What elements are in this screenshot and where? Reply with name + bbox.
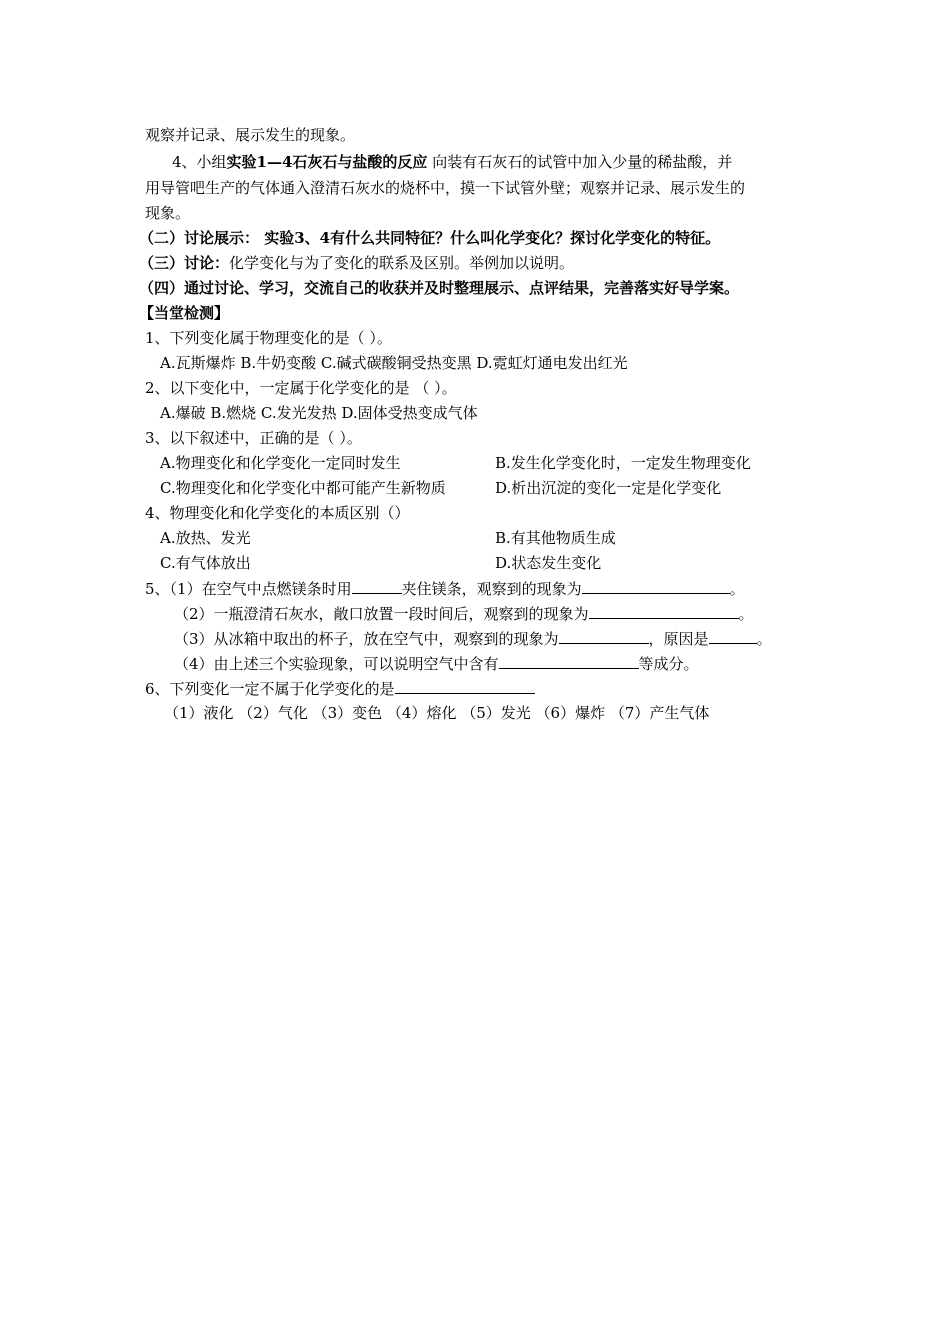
question-3-option-c: C.物理变化和化学变化中都可能产生新物质 bbox=[160, 479, 446, 497]
experiment-4-line-2: 用导管吧生产的气体通入澄清石灰水的烧杯中，摸一下试管外壁；观察并记录、展示发生的 bbox=[145, 179, 746, 197]
question-4-option-b: B.有其他物质生成 bbox=[495, 529, 616, 547]
question-6-options: （1）液化 （2）气化 （3）变色 （4）熔化 （5）发光 （6）爆炸 （7）产生气体 bbox=[164, 704, 710, 722]
period: 。 bbox=[756, 630, 772, 648]
question-3-option-a: A.物理变化和化学变化一定同时发生 bbox=[160, 454, 401, 472]
question-3-option-d: D.析出沉淀的变化一定是化学变化 bbox=[495, 479, 722, 497]
quiz-heading: 【当堂检测】 bbox=[139, 304, 230, 322]
experiment-4-line-1 bbox=[172, 152, 732, 172]
answer-blank[interactable] bbox=[709, 628, 757, 644]
answer-blank[interactable] bbox=[499, 653, 639, 669]
question-5-part-4-text-a: （4）由上述三个实验现象，可以说明空气中含有 bbox=[174, 655, 499, 673]
question-5-part-1 bbox=[145, 578, 745, 599]
question-2: 2、以下变化中，一定属于化学变化的是 （ ）。 bbox=[145, 379, 457, 397]
section-four: （四）通过讨论、学习，交流自己的收获并及时整理展示、点评结果，完善落实好导学案。 bbox=[139, 279, 740, 297]
question-5-part-2-text: （2）一瓶澄清石灰水，敞口放置一段时间后，观察到的现象为 bbox=[174, 605, 589, 623]
question-6 bbox=[145, 678, 535, 699]
answer-blank[interactable] bbox=[395, 678, 535, 694]
question-5-part-2 bbox=[174, 603, 754, 624]
question-6-stem: 6、下列变化一定不属于化学变化的是 bbox=[145, 680, 395, 698]
answer-blank[interactable] bbox=[589, 603, 739, 619]
question-4: 4、物理变化和化学变化的本质区别（） bbox=[145, 504, 410, 522]
answer-blank[interactable] bbox=[559, 628, 649, 644]
experiment-4-number: 4、小组 bbox=[172, 153, 227, 171]
section-three bbox=[139, 253, 574, 273]
section-three-label: （三）讨论： bbox=[139, 254, 230, 272]
experiment-4-text-1: 向装有石灰石的试管中加入少量的稀盐酸，并 bbox=[427, 153, 733, 171]
question-5-part-1-text-b: 夹住镁条，观察到的现象为 bbox=[401, 580, 582, 598]
question-4-option-c: C.有气体放出 bbox=[160, 554, 251, 572]
period: 。 bbox=[729, 580, 745, 598]
question-4-option-d: D.状态发生变化 bbox=[495, 554, 602, 572]
intro-line: 观察并记录、展示发生的现象。 bbox=[145, 126, 356, 144]
question-3-option-b: B.发生化学变化时，一定发生物理变化 bbox=[495, 454, 751, 472]
experiment-4-line-3: 现象。 bbox=[145, 204, 191, 222]
question-5-part-3-text-a: （3）从冰箱中取出的杯子，放在空气中，观察到的现象为 bbox=[174, 630, 559, 648]
question-4-option-a: A.放热、发光 bbox=[160, 529, 251, 547]
section-two: （二）讨论展示： 实验3、4有什么共同特征？什么叫化学变化？探讨化学变化的特征。 bbox=[139, 229, 721, 247]
question-1-options: A.瓦斯爆炸 B.牛奶变酸 C.碱式碳酸铜受热变黑 D.霓虹灯通电发出红光 bbox=[160, 354, 628, 372]
question-5-part-4-text-b: 等成分。 bbox=[638, 655, 699, 673]
question-5-part-1-text-a: 5、（1）在空气中点燃镁条时用 bbox=[145, 580, 352, 598]
experiment-4-title: 实验1—4石灰石与盐酸的反应 bbox=[226, 153, 428, 171]
question-2-options: A.爆破 B.燃烧 C.发光发热 D.固体受热变成气体 bbox=[160, 404, 478, 422]
question-5-part-4 bbox=[174, 653, 699, 674]
question-1: 1、下列变化属于物理变化的是（ ）。 bbox=[145, 329, 392, 347]
question-3: 3、以下叙述中，正确的是（ ）。 bbox=[145, 429, 362, 447]
question-5-part-3-text-b: ，原因是 bbox=[648, 630, 709, 648]
section-three-text: 化学变化与为了变化的联系及区别。举例加以说明。 bbox=[229, 254, 575, 272]
answer-blank[interactable] bbox=[582, 578, 730, 594]
answer-blank[interactable] bbox=[352, 578, 402, 594]
question-5-part-3 bbox=[174, 628, 772, 649]
period: 。 bbox=[738, 605, 754, 623]
